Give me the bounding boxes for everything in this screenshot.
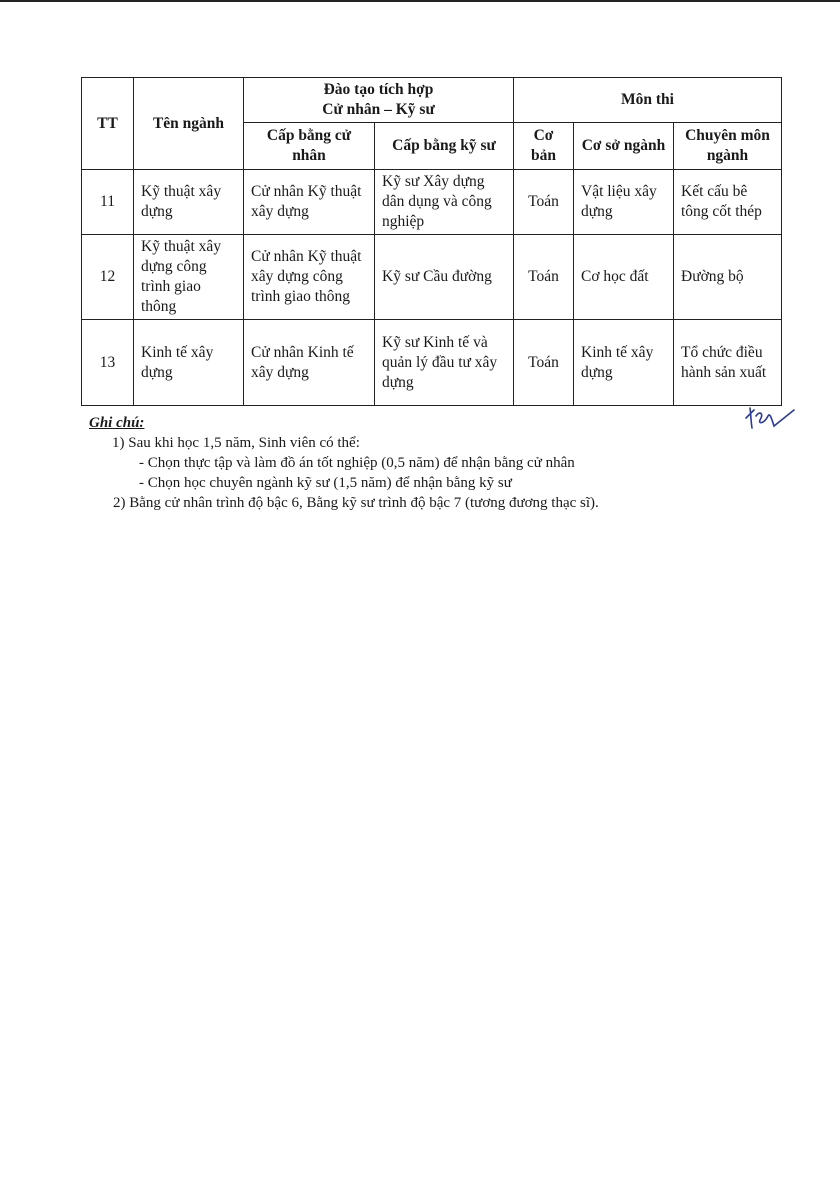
header-engineer-degree: Cấp bằng kỹ sư <box>375 123 514 170</box>
header-bachelor-degree: Cấp bằng cử nhân <box>244 123 375 170</box>
cell-basic: Toán <box>514 170 574 235</box>
table-row <box>82 170 782 235</box>
majors-table <box>81 77 782 406</box>
cell-tt: 11 <box>82 170 134 235</box>
header-basic: Cơ bản <box>514 123 574 170</box>
header-integrated-line2: Cử nhân – Kỹ sư <box>322 101 435 118</box>
table-row <box>82 320 782 406</box>
header-tt: TT <box>82 78 134 170</box>
table-header-row <box>82 78 782 123</box>
cell-tt: 13 <box>82 320 134 406</box>
table-row <box>82 235 782 320</box>
header-specialized: Chuyên môn ngành <box>674 123 782 170</box>
header-exam-subjects: Môn thi <box>514 78 782 123</box>
note-item-2: 2) Bằng cử nhân trình độ bậc 6, Bằng kỹ sư trình độ bậc 7 (tương đương thạc sĩ). <box>113 495 599 511</box>
cell-major: Kỹ thuật xây dựng <box>134 170 244 235</box>
page-top-border <box>0 0 840 2</box>
cell-tt: 12 <box>82 235 134 320</box>
cell-foundation: Vật liệu xây dựng <box>574 170 674 235</box>
cell-engineer: Kỹ sư Cầu đường <box>375 235 514 320</box>
cell-specialized: Kết cấu bê tông cốt thép <box>674 170 782 235</box>
cell-foundation: Cơ học đất <box>574 235 674 320</box>
notes-section <box>89 413 769 513</box>
cell-foundation: Kinh tế xây dựng <box>574 320 674 406</box>
header-integrated-training <box>244 78 514 123</box>
note-subitem-1: - Chọn thực tập và làm đồ án tốt nghiệp (0,5 năm) để nhận bằng cử nhân <box>139 455 575 471</box>
cell-major: Kinh tế xây dựng <box>134 320 244 406</box>
notes-title: Ghi chú: <box>89 415 145 431</box>
cell-basic: Toán <box>514 235 574 320</box>
cell-specialized: Tổ chức điều hành sản xuất <box>674 320 782 406</box>
cell-specialized: Đường bộ <box>674 235 782 320</box>
note-subitem-2: - Chọn học chuyên ngành kỹ sư (1,5 năm) để nhận bằng kỹ sư <box>139 475 512 491</box>
note-item-1: 1) Sau khi học 1,5 năm, Sinh viên có thể: <box>112 435 360 451</box>
cell-major: Kỹ thuật xây dựng công trình giao thông <box>134 235 244 320</box>
header-major: Tên ngành <box>134 78 244 170</box>
cell-engineer: Kỹ sư Kinh tế và quản lý đầu tư xây dựng <box>375 320 514 406</box>
cell-engineer: Kỹ sư Xây dựng dân dụng và công nghiệp <box>375 170 514 235</box>
cell-bachelor: Cử nhân Kỹ thuật xây dựng <box>244 170 375 235</box>
cell-bachelor: Cử nhân Kinh tế xây dựng <box>244 320 375 406</box>
header-foundation: Cơ sở ngành <box>574 123 674 170</box>
cell-bachelor: Cử nhân Kỹ thuật xây dựng công trình giao thông <box>244 235 375 320</box>
cell-basic: Toán <box>514 320 574 406</box>
header-integrated-line1: Đào tạo tích hợp <box>323 81 434 98</box>
